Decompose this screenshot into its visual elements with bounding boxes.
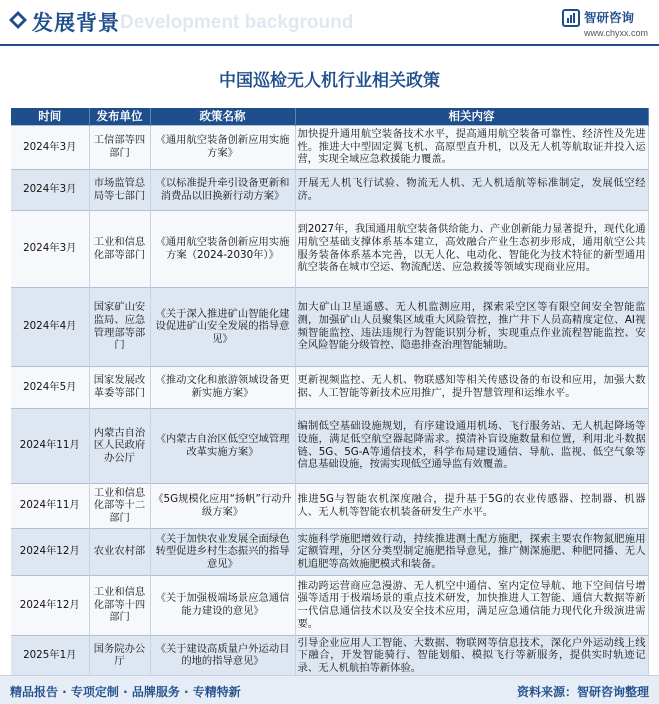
column-header-dept: 发布单位 (89, 108, 150, 125)
table-row (11, 210, 648, 287)
brand-url: www.chyxx.com (584, 28, 649, 38)
cell-content: 开展无人机飞行试验、物流无人机、无人机适航等标准制定，发展低空经济。 (295, 169, 648, 210)
table-row (11, 125, 648, 169)
cell-time: 2024年12月 (11, 528, 89, 575)
cell-time: 2024年11月 (11, 483, 89, 528)
cell-policy-name: 《以标准提升牵引设备更新和消费品以旧换新行动方案》 (150, 169, 295, 210)
cell-dept: 工信部等四部门 (89, 125, 150, 169)
cell-policy-name: 《关于建设高质量户外运动目的地的指导意见》 (150, 635, 295, 675)
cell-policy-name: 《推动文化和旅游领域设备更新实施方案》 (150, 366, 295, 408)
cell-dept: 工业和信息化部等十二部门 (89, 483, 150, 528)
cell-policy-name: 《通用航空装备创新应用实施方案（2024-2030年）》 (150, 210, 295, 287)
cell-dept: 国家矿山安监局、应急管理部等部门 (89, 287, 150, 366)
table-row (11, 366, 648, 408)
cell-dept: 国家发展改革委等部门 (89, 366, 150, 408)
cell-content: 加大矿山卫星遥感、无人机监测应用，探索采空区等有限空间安全智能监测，加强矿山人员聚集区域重大风险管控，推广井下人员高精度定位、AI视频智能监控、违法违规行为智能识别分析，实现重点作业流程智能监控、安全风险智能分级管控、隐患排查治理智能辅助。 (295, 287, 648, 366)
cell-time: 2024年3月 (11, 125, 89, 169)
cell-content: 编制低空基础设施规划，有序建设通用机场、飞行服务站、无人机起降场等设施，满足低空航空器起降需求。摸清补盲设施数量和位置，利用北斗数据链、5G、5G-A等通信技术，科学布局建设通信、导航、监视、低空气象等信息基础设施，按需实现低空通导监有效覆盖。 (295, 408, 648, 483)
cell-policy-name: 《关于加快农业发展全面绿色转型促进乡村生态振兴的指导意见》 (150, 528, 295, 575)
footer-source: 资料来源：智研咨询整理 (516, 685, 649, 699)
policy-table (11, 108, 649, 675)
cell-policy-name: 《关于加强极端场景应急通信能力建设的意见》 (150, 575, 295, 635)
cell-content: 更新视频监控、无人机、物联感知等相关传感设备的布设和应用，加强大数据、人工智能等新技术应用推广，提升智慧管理和运维水平。 (295, 366, 648, 408)
cell-dept: 国务院办公厅 (89, 635, 150, 675)
cell-dept: 内蒙古自治区人民政府办公厅 (89, 408, 150, 483)
header-ghost-text: Development background (120, 12, 354, 33)
column-header-time: 时间 (11, 108, 89, 125)
cell-content: 引导企业应用人工智能、大数据、物联网等信息技术，深化户外运动线上线下融合，开发智能骑行、智能划船、模拟飞行等新服务，提供实时轨迹记录、无人机航拍等新体验。 (295, 635, 648, 675)
table-row (11, 483, 648, 528)
cell-time: 2025年1月 (11, 635, 89, 675)
table-row (11, 528, 648, 575)
table-row (11, 635, 648, 675)
cell-content: 加快提升通用航空装备技术水平，提高通用航空装备可靠性、经济性及先进性。推进大中型固定翼飞机、高原型直升机，以及无人机等航取证并投入运营，实现全域应急救援能力覆盖。 (295, 125, 648, 169)
cell-time: 2024年11月 (11, 408, 89, 483)
cell-time: 2024年3月 (11, 169, 89, 210)
table-title: 中国巡检无人机行业相关政策 (219, 71, 440, 91)
cell-content: 推动跨运营商应急漫游、无人机空中通信、室内定位导航、地下空间信号增强等适用于极端场景的重点技术研发，加快推进人工智能、通信大数据等新一代信息通信技术以及安全技术应用，满足应急通信能力现代化升级演进需要。 (295, 575, 648, 635)
cell-content: 推进5G与智能农机深度融合，提升基于5G的农业传感器、控制器、机器人、无人机等智能农机装备研发生产水平。 (295, 483, 648, 528)
cell-time: 2024年12月 (11, 575, 89, 635)
page-footer (0, 675, 659, 704)
cell-time: 2024年4月 (11, 287, 89, 366)
cell-dept: 市场监管总局等七部门 (89, 169, 150, 210)
table-row (11, 408, 648, 483)
table-row (11, 287, 648, 366)
cell-policy-name: 《关于深入推进矿山智能化建设促进矿山安全发展的指导意见》 (150, 287, 295, 366)
table-row (11, 169, 648, 210)
diamond-icon (8, 10, 28, 30)
cell-content: 到2027年，我国通用航空装备供给能力、产业创新能力显著提升，现代化通用航空基础支撑体系基本建立，高效融合产业生态初步形成，通用航空公共服务装备体系基本完善，以无人化、电动化、智能化为技术特征的新型通用航空装备在城市空运、物流配送、应急救援等领域实现商业应用。 (295, 210, 648, 287)
footer-services: 精品报告 · 专项定制 · 品牌服务 · 专精特新 (10, 685, 241, 699)
column-header-name: 政策名称 (150, 108, 295, 125)
page-header (0, 0, 659, 46)
cell-content: 实施科学施肥增效行动，持续推进测土配方施肥，探索主要农作物氮肥施用定额管理，分区分类型制定施肥指导意见，推广侧深施肥、种肥同播、无人机追肥等高效施肥模式和装备。 (295, 528, 648, 575)
brand-logo-icon (562, 9, 580, 27)
brand-name: 智研咨询 (584, 10, 635, 25)
cell-dept: 农业农村部 (89, 528, 150, 575)
table-header-row (11, 108, 648, 125)
cell-policy-name: 《通用航空装备创新应用实施方案》 (150, 125, 295, 169)
table-row (11, 575, 648, 635)
cell-dept: 工业和信息化部等部门 (89, 210, 150, 287)
cell-policy-name: 《内蒙古自治区低空空域管理改革实施方案》 (150, 408, 295, 483)
cell-dept: 工业和信息化部等十四部门 (89, 575, 150, 635)
section-title: 发展背景 (32, 10, 120, 35)
cell-time: 2024年5月 (11, 366, 89, 408)
cell-policy-name: 《5G规模化应用“扬帆”行动升级方案》 (150, 483, 295, 528)
cell-time: 2024年3月 (11, 210, 89, 287)
column-header-content: 相关内容 (295, 108, 648, 125)
header-divider (0, 44, 659, 46)
